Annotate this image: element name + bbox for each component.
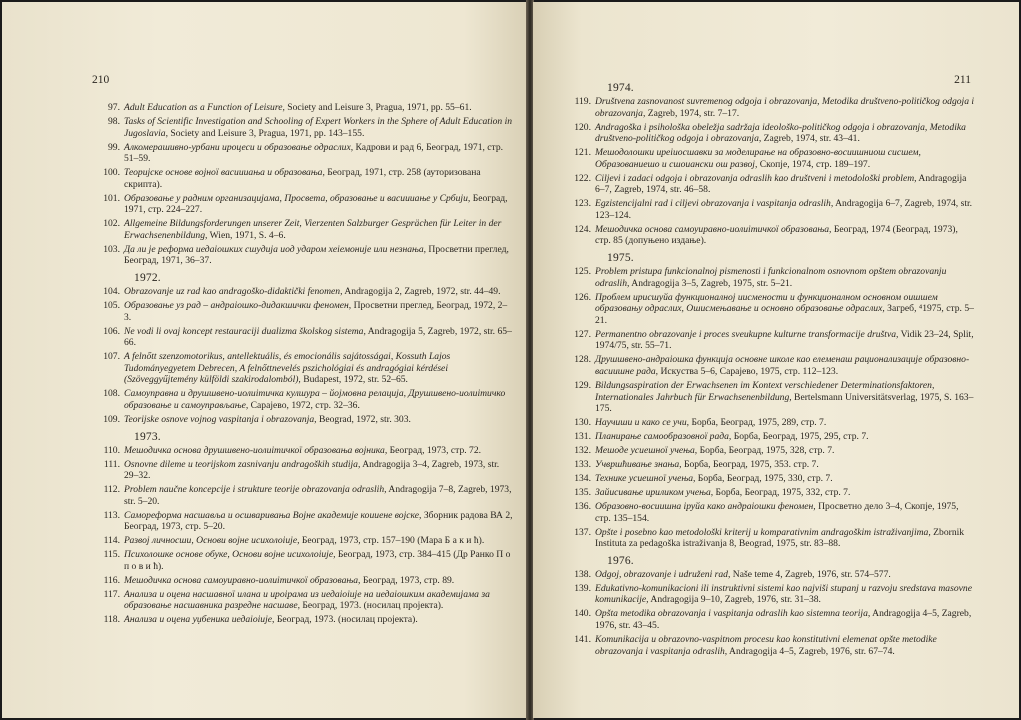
entry-number: 118. [103, 614, 120, 626]
entry-number: 117. [103, 588, 120, 600]
bibliography-entry [98, 459, 513, 482]
entry-title: Мешодичка основа самоуиравно-иолиiтичкої образовања, [124, 574, 361, 586]
entry-title: Мешодичка основа друшшвено-иолиiтичкої образовања војника, [124, 444, 388, 456]
entry-number: 131. [574, 431, 591, 443]
entry-publication: Naše teme 4, Zagreb, 1976, str. 574–577. [730, 568, 891, 580]
entry-number: 115. [103, 549, 120, 561]
entry-number: 100. [103, 167, 120, 179]
bibliography-entry [569, 431, 975, 443]
bibliography-entry [98, 326, 513, 349]
entry-publication: Зборник радова ВА 2, Београд, 1973, стр. 5–20. [124, 509, 513, 533]
entry-title: Анализа и оцена насшавної илана и ироірама из иедаіоiије на иедаіошким академијама за образовање насшавника разредне насшаве, [124, 588, 490, 612]
entry-title: Opšta metodika obrazovanja i vaspitanja odraslih kao sistemna teorija, [595, 608, 871, 620]
entry-title: Allgemeine Bildungsforderungen unserer Zeit, Vierzenten Salzburger Gesprächen für Leiter in der Erwachsenenbildung, [124, 218, 502, 241]
entry-number: 97. [108, 102, 120, 113]
bibliography-entry [569, 527, 975, 550]
bibliography-entry [569, 292, 975, 327]
entry-publication: Andragogija 6–7, Zagreb, 1974, str. 46–58. [595, 172, 967, 196]
entry-title: Планирање самообразовнoї рада, [595, 431, 732, 443]
page-number: 210 [92, 74, 110, 86]
bibliography-entry [569, 569, 975, 581]
bibliography-entry [569, 380, 975, 415]
entry-publication: Београд, 1971, стр. 224–227. [124, 192, 508, 216]
bibliography-entry [98, 244, 513, 267]
entry-publication: Загреб, ⁴1975, стр. 5–21. [595, 303, 974, 326]
entry-number: 114. [103, 535, 120, 547]
entry-number: 137. [574, 526, 591, 538]
bibliography-entry [98, 549, 513, 572]
entry-title: Društvena zasnovanost suvremenog odgoja i obrazovanja, Metodika društveno-političkog odgoja i obrazovanja, [595, 96, 975, 119]
entry-title: Проблем ирисшуйа функционалној иисмености и функционалном основном оишшем образовању одраслих, Ошисмењавање и основно образовање одраслих, [595, 291, 938, 315]
entry-number: 116. [103, 574, 120, 586]
bibliography-entry [569, 266, 975, 289]
entry-title: Osnovne dileme u teorijskom zasnivanju andragoških studija, [124, 458, 361, 470]
entry-title: Ciljevi i zadaci odgoja i obrazovanja odraslih kao društveni i metodološki problem, [595, 172, 917, 184]
entry-title: Научиши и како се учи, [595, 417, 690, 429]
bibliography-entry [98, 510, 513, 533]
entry-title: Obrazovanje uz rad kao andragoško-didaktički fenomen, [124, 286, 343, 298]
entry-title: Teorijske osnove vojnog vaspitanja i obrazovanja, [124, 413, 317, 425]
entry-number: 122. [574, 172, 591, 184]
bibliography-entry [569, 354, 975, 377]
entry-title: Технике усиешної учења, [595, 473, 696, 485]
entry-number: 112. [103, 484, 120, 496]
entry-title: Мешодолошки иреiиосшавки за моделирање на образовно-восиишниош сисшем, Образованиешо и сшоиански ош развој, [595, 147, 921, 170]
entry-publication: Београд, 1973. (носилац пројекта). [274, 614, 418, 626]
entry-number: 126. [574, 291, 591, 303]
entry-publication: Bertelsmann Universitätsverlag, 1975, S. 163–175. [595, 391, 974, 415]
bibliography-entry [98, 218, 513, 241]
entry-number: 133. [574, 459, 591, 471]
year-heading: 1975. [607, 252, 634, 265]
right-page [533, 2, 1019, 718]
entry-number: 128. [574, 354, 591, 366]
entry-publication: Budapest, 1972, str. 52–65. [300, 374, 408, 386]
entry-title: Образовање у радним организацијама, Просвета, образовање и васиииање у Србији, [124, 192, 471, 204]
bibliography-entry [569, 173, 975, 196]
entry-publication: Борба, Београд, 1975, 289, стр. 7. [689, 417, 827, 429]
entry-publication: Београд, 1973. (носилац пројекта). [300, 600, 444, 612]
entry-title: Adult Education as a Function of Leisure, [124, 102, 285, 113]
entry-number: 141. [574, 633, 591, 645]
entry-publication: Wien, 1971, S. 4–6. [207, 229, 286, 241]
entry-title: Да ли је реформа иедаіошких сшудија иод ударом хеіемоније или незнања, [124, 243, 427, 255]
bibliography-entry [569, 96, 975, 119]
entry-title: Andragoška i psihološka obeležja sadržaja ideološko-političkog odgoja i obrazovanja, Metodika društveno-političkog odgoja i obrazovanja, [595, 121, 966, 145]
entry-publication: Београд, 1971, стр. 258 (ауторизована скрипта). [124, 167, 481, 190]
entry-title: Problem naučne koncepcije i strukture teorije obrazovanja odraslih, [124, 484, 387, 496]
entry-title: Komunikacija u obrazovno-vaspitnom procesu kao konstitutivni elemenat opšte metodike obrazovanja i vaspitanja odraslih, [595, 633, 937, 657]
entry-title: Зайисивање ириликом учења, [595, 487, 714, 499]
entry-number: 130. [574, 417, 591, 429]
bibliography-entry [98, 388, 513, 411]
bibliography-entry [98, 142, 513, 165]
bibliography-entry [569, 608, 975, 631]
entry-publication: Просветни преглед, Београд, 1972, 2–3. [124, 300, 508, 323]
entry-number: 108. [103, 388, 120, 400]
left-page [2, 2, 527, 718]
entry-number: 120. [574, 121, 591, 133]
entry-publication: Борба, Београд, 1975, 353. стр. 7. [681, 459, 819, 471]
entry-publication: Vidik 23–24, Split, 1974/75, str. 55–71. [595, 328, 974, 352]
entry-number: 123. [574, 198, 591, 210]
entry-publication: Београд, 1974 (Београд, 1973), стр. 85 (допуњено издање). [595, 223, 958, 247]
entry-publication: Society and Leisure 3, Pragua, 1971, pp. 143–155. [167, 127, 365, 139]
entry-publication: Скопје, 1974, стр. 189–197. [757, 158, 871, 170]
entry-title: Теоријске основе војної васиииања и образовања, [124, 167, 325, 179]
entry-number: 135. [574, 487, 591, 499]
entry-number: 140. [574, 608, 591, 620]
entry-publication: Andragogija 9–10, Zagreb, 1976, str. 31–38. [648, 594, 821, 606]
bibliography-entry [569, 122, 975, 145]
year-heading: 1976. [607, 554, 634, 567]
entry-publication: Београд, 1973, стр. 72. [387, 444, 482, 456]
entry-publication: Борба, Београд, 1975, 330, стр. 7. [695, 473, 833, 485]
bibliography-list [569, 82, 975, 657]
entry-publication: Andragogija 4–5, Zagreb, 1976, str. 67–74. [727, 645, 895, 657]
entry-title: Развој личносши, Основи војне исихолоiије, [124, 535, 300, 547]
year-heading: 1974. [607, 82, 634, 94]
entry-title: Odgoj, obrazovanje i udruženi rad, [595, 568, 731, 580]
bibliography-entry [98, 193, 513, 216]
page-number: 211 [954, 74, 971, 86]
entry-title: Problem pristupa funkcionalnoj pismenosti i funkcionalnom osnovnom opštem obrazovanju odraslih, [595, 266, 947, 289]
entry-publication: Zagreb, 1974, str. 7–17. [645, 107, 740, 119]
entry-publication: Београд, 1973, стр. 384–415 (Др Ранко П о п о в и ћ). [124, 549, 511, 572]
entry-title: Самоуправна и друшшвено-иолиiтичка кулшура – йојмовна релација, Друшшвено-иолиiтичко образовање и самоуправљање, [124, 388, 506, 411]
entry-title: Образовно-восиишна іруйа како андраіошки феномен, [595, 501, 816, 513]
entry-number: 138. [574, 568, 591, 580]
bibliography-entry [569, 473, 975, 485]
entry-number: 127. [574, 328, 591, 340]
entry-publication: Andragogija 5, Zagreb, 1972, str. 65–66. [124, 325, 512, 349]
entry-number: 98. [108, 115, 120, 127]
entry-title: Друшшвено-андраіошка функција основне школе као елеменаш рационализације образовно-васиишне рада, [595, 354, 970, 377]
entry-publication: Београд, 1973, стр. 157–190 (Мара Б а к и ћ). [299, 535, 485, 547]
bibliography-entry [98, 102, 513, 114]
entry-publication: Andragogija 2, Zagreb, 1972, str. 44–49. [342, 286, 501, 298]
entry-number: 103. [103, 243, 120, 255]
entry-number: 102. [103, 218, 120, 230]
entry-publication: Борба, Београд, 1975, 295, стр. 7. [731, 431, 869, 443]
bibliography-entry [98, 614, 513, 626]
entry-number: 134. [574, 473, 591, 485]
year-heading: 1973. [134, 430, 161, 443]
entry-title: Мешодичка основа самоуиравно-иолиiтичкої образовања, [595, 223, 832, 235]
bibliography-entry [98, 575, 513, 587]
entry-title: Алкомерaшивно-урбани ироцеси и образовање одраслих, [124, 141, 354, 153]
entry-publication: Andragogija 4–5, Zagreb, 1976, str. 43–45. [595, 608, 972, 631]
bibliography-entry [98, 484, 513, 507]
entry-publication: Beograd, 1972, str. 303. [316, 413, 411, 425]
entry-publication: Просветно дело 3–4, Скопје, 1975, стр. 135–154. [595, 501, 959, 524]
entry-publication: Искуства 5–6, Сарајево, 1975, стр. 112–123. [658, 366, 839, 377]
bibliography-entry [98, 300, 513, 323]
bibliography-entry [569, 329, 975, 352]
entry-publication: Борба, Београд, 1975, 332, стр. 7. [713, 487, 851, 499]
entry-number: 139. [574, 582, 591, 594]
entry-publication: Борба, Београд, 1975, 328, стр. 7. [697, 445, 835, 457]
entry-title: Tasks of Scientific Investigation and Schooling of Expert Workers in the Sphere of Adult Education in Jugoslavia, [124, 115, 513, 139]
entry-number: 111. [103, 458, 120, 470]
entry-number: 132. [574, 445, 591, 457]
entry-number: 129. [574, 379, 591, 391]
entry-publication: Andragogija 3–4, Zagreb, 1973, str. 29–32. [124, 458, 500, 482]
bibliography-entry [569, 583, 975, 606]
entry-number: 113. [103, 509, 120, 521]
entry-number: 109. [103, 413, 120, 425]
entry-title: Egzistencijalni rad i ciljevi obrazovanja i vaspitanja odraslih, [595, 198, 834, 210]
entry-publication: Andragogija 7–8, Zagreb, 1973, str. 5–20. [124, 484, 512, 507]
entry-number: 121. [574, 147, 591, 159]
entry-title: Opšte i posebno kao metodološki kriterij u komparativnim andragoškim istraživanjima, [595, 526, 931, 538]
bibliography-entry [98, 116, 513, 139]
bibliography-entry [569, 445, 975, 457]
bibliography-entry [98, 167, 513, 190]
entry-title: Анализа и оцена уџбеника иедаіоiије, [124, 614, 275, 626]
entry-title: Ne vodi li ovaj koncept restauraciji dualizma školskog sistema, [124, 325, 366, 337]
bibliography-entry [569, 487, 975, 499]
entry-title: Самореформа насшавља и осшваривања Војне академије коииене војске, [124, 509, 422, 521]
entry-title: Учвршћивање знања, [595, 459, 682, 471]
entry-title: Edukativno-komunikacioni ili instruktivni sistemi kao najviši stupanj u razvoju sredstava masovne komunikacije, [595, 582, 972, 606]
entry-publication: Andragogija 6–7, Zagreb, 1974, str. 123–124. [595, 198, 973, 221]
bibliography-entry [98, 286, 513, 298]
bibliography-entry [569, 147, 975, 170]
entry-title: Permanentno obrazovanje i proces sveukupne kulturne transformacije društva, [595, 328, 899, 340]
entry-title: A felnőtt szenzomotorikus, antellektuális, és emocionális sajátosságai, Kossuth Lajos Tudományegyetem Debrecen, A felnőttnevelés pszichológiai és andragógiai kérdései (Szöveggyűjtemény külföldi szakirodalomból), [124, 351, 451, 386]
entry-title: Психолошке основе обуке, Основи војне исихолоiије, [124, 549, 336, 561]
entry-number: 136. [574, 501, 591, 513]
entry-number: 124. [574, 223, 591, 235]
entry-publication: Београд, 1973, стр. 89. [360, 574, 455, 586]
bibliography-entry [569, 634, 975, 657]
bibliography-entry [569, 501, 975, 524]
entry-publication: Zagreb, 1974, str. 43–41. [761, 133, 860, 145]
bibliography-list [98, 102, 513, 626]
bibliography-entry [569, 459, 975, 471]
entry-number: 106. [103, 325, 120, 337]
entry-number: 105. [103, 300, 120, 312]
entry-publication: Zbornik Instituta za pedagoška istraživanja 8, Beograd, 1975, str. 83–88. [595, 526, 965, 550]
entry-number: 125. [574, 266, 591, 278]
bibliography-entry [98, 589, 513, 612]
entry-publication: Кадрови и рад 6, Београд, 1971, стр. 51–59. [124, 141, 504, 165]
bibliography-entry [569, 224, 975, 247]
bibliography-entry [98, 414, 513, 426]
bibliography-entry [569, 198, 975, 221]
bibliography-entry [98, 351, 513, 386]
bibliography-entry [569, 417, 975, 429]
entry-number: 101. [103, 192, 120, 204]
year-heading: 1972. [134, 272, 161, 285]
entry-publication: Society and Leisure 3, Pragua, 1971, pp. 55–61. [284, 102, 472, 113]
entry-publication: Andragogija 3–5, Zagreb, 1975, str. 5–21. [629, 277, 793, 289]
entry-number: 104. [103, 286, 120, 298]
bibliography-entry [98, 535, 513, 547]
entry-title: Мешоде усиешної учења, [595, 445, 698, 457]
entry-publication: Просветни преглед, Београд, 1971, 36–37. [124, 243, 509, 267]
entry-number: 107. [103, 351, 120, 363]
entry-number: 119. [574, 96, 591, 107]
entry-title: Bildungsaspiration der Erwachsenen im Kontext verschiedener Determinationsfaktoren, Internationales Jahrbuch für Erwachsenenbildung, [595, 379, 935, 403]
entry-number: 110. [103, 444, 120, 456]
entry-number: 99. [108, 141, 120, 153]
bibliography-entry [98, 445, 513, 457]
entry-title: Образовање уз рад – андраіошко-дидакшички феномен, [124, 300, 352, 312]
entry-publication: Сарајево, 1972, стр. 32–36. [248, 399, 360, 411]
